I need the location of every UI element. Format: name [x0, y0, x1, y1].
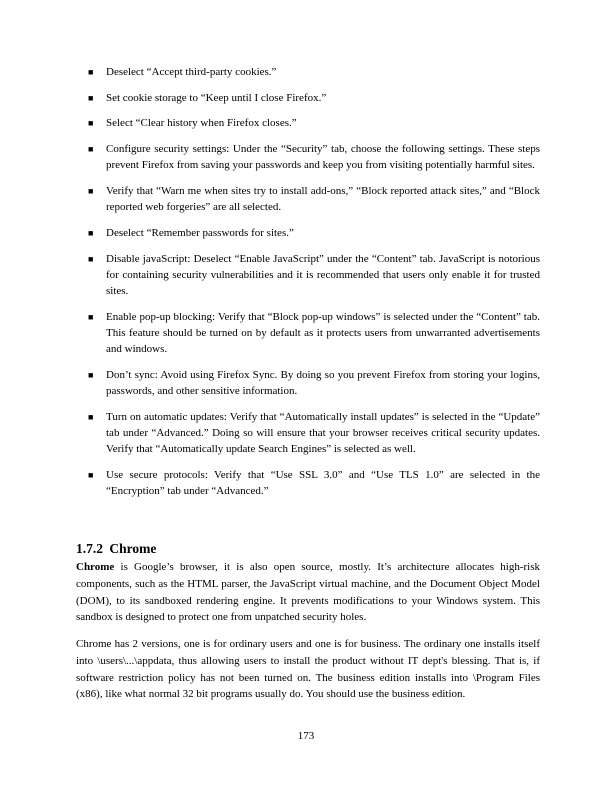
section-title: Chrome: [109, 541, 157, 556]
chrome-lead-word: Chrome: [76, 561, 115, 573]
list-item-text: Verify that “Warn me when sites try to install add-ons,” “Block reported attack sites,” and “Block reported web forgeries” are all selected.: [106, 185, 540, 214]
section-number: 1.7.2: [76, 541, 103, 556]
list-item-text: Select “Clear history when Firefox closes.”: [106, 117, 297, 130]
list-item-text: Deselect “Remember passwords for sites.”: [106, 226, 294, 239]
list-item: [88, 225, 540, 241]
chrome-versions-paragraph: Chrome has 2 versions, one is for ordinary users and one is for business. The ordinary one installs itself into \users\...\appdata, thus allowing users to install the product without IT dept's blessing. That is, if software restriction policy has not been turned on. The business edition installs into \Program Files (x86), like what normal 32 bit programs usually do. You should use the business edition.: [76, 638, 540, 701]
bullet-icon: ■: [88, 411, 94, 422]
list-item: [88, 467, 540, 499]
bullet-icon: ■: [88, 186, 94, 197]
bullet-icon: ■: [88, 253, 94, 264]
list-item: [88, 309, 540, 358]
list-item-text: Don’t sync: Avoid using Firefox Sync. By doing so you prevent Firefox from storing your logins, passwords, and other sensitive information.: [106, 368, 540, 398]
section-heading: [76, 541, 156, 557]
list-item: [88, 409, 540, 458]
list-item: [88, 367, 540, 399]
page-number: 173: [297, 730, 315, 742]
list-item-text: Use secure protocols: Verify that “Use SSL 3.0” and “Use TLS 1.0” are selected in the “Encryption” tab under “Advanced.”: [106, 468, 540, 498]
bullet-icon: ■: [88, 227, 94, 238]
list-item-text: Turn on automatic updates: Verify that “Automatically install updates” is selected in the “Update” tab under “Advanced.” Doing so will ensure that your browser receives critical security updates. Verify that “Automatically update Search Engines” is selected as well.: [106, 410, 540, 456]
bullet-icon: ■: [88, 369, 94, 380]
bullet-icon: ■: [88, 469, 94, 480]
settings-bullet-list: [88, 64, 540, 509]
bullet-icon: ■: [88, 67, 94, 77]
list-item: [88, 251, 540, 300]
list-item: [88, 64, 540, 80]
list-item-text: Configure security settings: Under the “Security” tab, choose the following settings. These steps prevent Firefox from saving your passwords and keep you from visiting potentially harmful sites.: [106, 143, 540, 172]
chrome-intro-paragraph: [76, 559, 540, 626]
list-item-text: Enable pop-up blocking: Verify that “Block pop-up windows” is selected under the “Content” tab. This feature should be turned on by default as it protects users from unwarranted advertisements and windows.: [106, 310, 540, 356]
bullet-icon: ■: [88, 311, 94, 322]
list-item-text: Disable javaScript: Deselect “Enable JavaScript” under the “Content” tab. JavaScript is notorious for containing security vulnerabilities and it is recommended that users only enable it for trusted sites.: [106, 252, 540, 298]
list-item: [88, 115, 540, 131]
bullet-icon: ■: [88, 92, 94, 103]
bullet-icon: ■: [88, 118, 94, 129]
list-item: [88, 90, 540, 106]
list-item-text: Deselect “Accept third-party cookies.”: [106, 66, 277, 78]
list-item: [88, 141, 540, 173]
list-item: [88, 183, 540, 215]
list-item-text: Set cookie storage to “Keep until I close Firefox.”: [106, 91, 327, 104]
chrome-intro-text: is Google’s browser, it is also open source, mostly. It’s architecture allocates high-risk components, such as the HTML parser, the JavaScript virtual machine, and the Document Object Model (DOM), to its sandboxed rendering engine. It prevents modifications to your Windows system. This sandbox is designed to protect one from unpatched security holes.: [76, 561, 540, 624]
bullet-icon: ■: [88, 144, 94, 155]
